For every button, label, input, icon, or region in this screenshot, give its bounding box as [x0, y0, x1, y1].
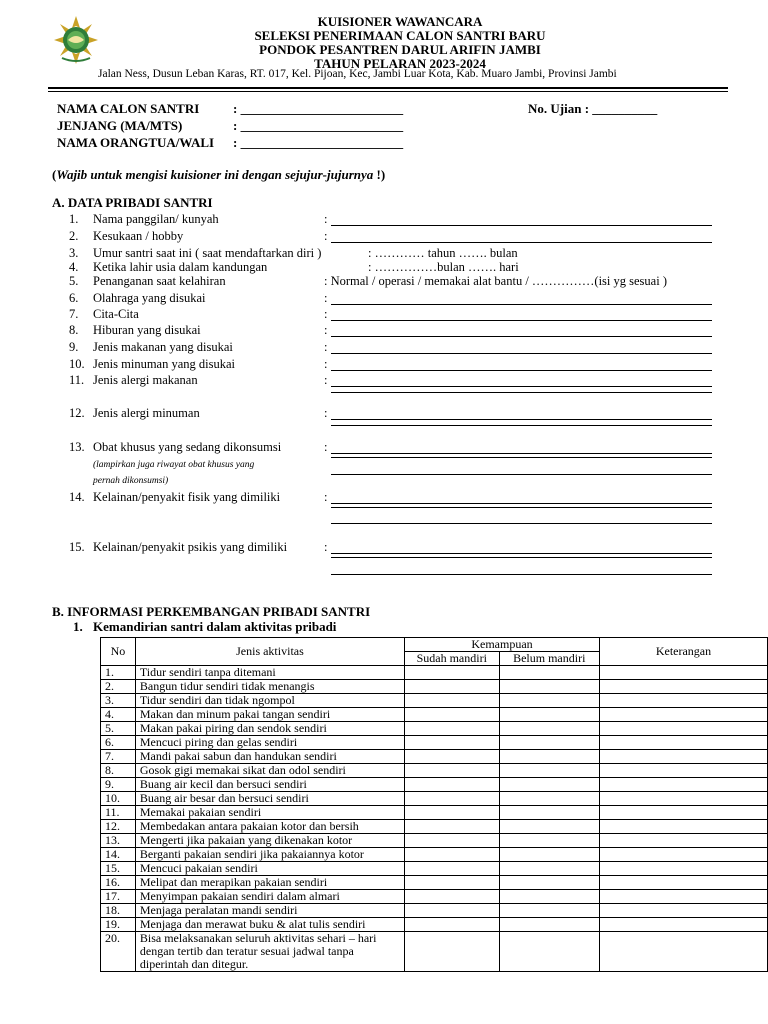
row-activity: Mencuci piring dan gelas sendiri: [135, 736, 404, 750]
item-colon: :: [324, 323, 328, 337]
row-notyet-cell[interactable]: [499, 764, 599, 778]
row-notyet-cell[interactable]: [499, 750, 599, 764]
table-row: [101, 778, 768, 792]
item-number: 15.: [69, 540, 85, 554]
row-activity: Menyimpan pakaian sendiri dalam almari: [135, 890, 404, 904]
row-notyet-cell[interactable]: [499, 890, 599, 904]
row-number: 5.: [101, 722, 136, 736]
row-activity: Bisa melaksanakan seluruh aktivitas sehari – hari dengan tertib dan teratur sesuai jadwal tanpa diperintah dan ditegur.: [135, 932, 404, 972]
item-label: Kelainan/penyakit psikis yang dimiliki: [93, 540, 288, 554]
row-activity: Mencuci pakaian sendiri: [135, 862, 404, 876]
row-note-cell[interactable]: [599, 708, 767, 722]
row-number: 16.: [101, 876, 136, 890]
item-number: 10.: [69, 357, 85, 371]
row-number: 13.: [101, 834, 136, 848]
item-label: Olahraga yang disukai: [93, 291, 206, 305]
row-number: 3.: [101, 694, 136, 708]
item-label: Kelainan/penyakit fisik yang dimiliki: [93, 490, 281, 504]
answer-line[interactable]: [331, 242, 712, 243]
answer-line[interactable]: [331, 457, 712, 458]
row-done-cell[interactable]: [405, 750, 500, 764]
school-logo: [52, 14, 100, 66]
row-notyet-cell[interactable]: [499, 680, 599, 694]
row-number: 11.: [101, 806, 136, 820]
row-done-cell[interactable]: [405, 820, 500, 834]
table-row: [101, 792, 768, 806]
col-activity-header: Jenis aktivitas: [135, 638, 404, 666]
item-number: 8.: [69, 323, 79, 337]
table-row: [101, 876, 768, 890]
section-b-title: B. INFORMASI PERKEMBANGAN PRIBADI SANTRI: [52, 604, 371, 619]
table-row: [101, 834, 768, 848]
row-activity: Tidur sendiri dan tidak ngompol: [135, 694, 404, 708]
row-done-cell[interactable]: [405, 708, 500, 722]
row-notyet-cell[interactable]: [499, 848, 599, 862]
row-notyet-cell[interactable]: [499, 806, 599, 820]
row-note-cell[interactable]: [599, 666, 767, 680]
row-number: 8.: [101, 764, 136, 778]
row-notyet-cell[interactable]: [499, 708, 599, 722]
item13-note-2: pernah dikonsumsi): [93, 476, 169, 486]
table-row: [101, 722, 768, 736]
col-no-header: No: [101, 638, 136, 666]
row-note-cell[interactable]: [599, 862, 767, 876]
row-number: 6.: [101, 736, 136, 750]
row-note-cell[interactable]: [599, 848, 767, 862]
row-note-cell[interactable]: [599, 820, 767, 834]
item-label: Umur santri saat ini ( saat mendaftarkan diri ): [93, 246, 322, 260]
row-activity: Melipat dan merapikan pakaian sendiri: [135, 876, 404, 890]
answer-line[interactable]: [331, 353, 712, 354]
row-done-cell[interactable]: [405, 834, 500, 848]
item-colon: :: [324, 212, 328, 226]
col-ability-header: Kemampuan: [405, 638, 600, 652]
item-value-field[interactable]: : Normal / operasi / memakai alat bantu / ……………(isi yg sesuai ): [324, 274, 667, 288]
row-notyet-cell[interactable]: [499, 722, 599, 736]
answer-line[interactable]: [331, 336, 712, 337]
header-title-2: SELEKSI PENERIMAAN CALON SANTRI BARU: [254, 28, 546, 43]
item-colon: :: [324, 307, 328, 321]
item-label: Cita-Cita: [93, 307, 139, 321]
item-label: Hiburan yang disukai: [93, 323, 201, 337]
row-note-cell[interactable]: [599, 722, 767, 736]
row-note-cell[interactable]: [599, 806, 767, 820]
sub-section-title: Kemandirian santri dalam aktivitas pribadi: [93, 619, 337, 634]
row-done-cell[interactable]: [405, 806, 500, 820]
item-colon: :: [324, 340, 328, 354]
row-note-cell[interactable]: [599, 876, 767, 890]
header-title-4: TAHUN PELARAN 2023-2024: [314, 56, 486, 71]
item-number: 1.: [69, 212, 79, 226]
col-done-header: Sudah mandiri: [405, 652, 500, 666]
name-label: NAMA CALON SANTRI: [57, 101, 200, 116]
item-number: 14.: [69, 490, 85, 504]
item-colon: :: [324, 357, 328, 371]
row-note-cell[interactable]: [599, 778, 767, 792]
row-done-cell[interactable]: [405, 932, 500, 972]
row-activity: Makan pakai piring dan sendok sendiri: [135, 722, 404, 736]
item-number: 13.: [69, 440, 85, 454]
row-done-cell[interactable]: [405, 904, 500, 918]
row-done-cell[interactable]: [405, 764, 500, 778]
row-done-cell[interactable]: [405, 722, 500, 736]
header-title-1: KUISIONER WAWANCARA: [317, 14, 483, 29]
item-number: 2.: [69, 229, 79, 243]
answer-line[interactable]: [331, 574, 712, 575]
item-colon: :: [324, 406, 328, 420]
answer-line[interactable]: [331, 453, 712, 454]
row-number: 20.: [101, 932, 136, 972]
table-row: [101, 932, 768, 972]
item-label: Obat khusus yang sedang dikonsumsi: [93, 440, 282, 454]
row-number: 9.: [101, 778, 136, 792]
parent-field[interactable]: : _________________________: [233, 135, 404, 150]
row-activity: Memakai pakaian sendiri: [135, 806, 404, 820]
item-value-field[interactable]: : ……………bulan ……. hari: [368, 260, 519, 274]
item-label: Penanganan saat kelahiran: [93, 274, 226, 288]
item-label: Ketika lahir usia dalam kandungan: [93, 260, 268, 274]
item-colon: :: [324, 440, 328, 454]
row-number: 12.: [101, 820, 136, 834]
row-notyet-cell[interactable]: [499, 904, 599, 918]
row-note-cell[interactable]: [599, 904, 767, 918]
item-colon: :: [324, 229, 328, 243]
answer-line[interactable]: [331, 370, 712, 371]
item-colon: :: [324, 291, 328, 305]
row-number: 15.: [101, 862, 136, 876]
item-label: Jenis minuman yang disukai: [93, 357, 235, 371]
answer-line[interactable]: [331, 553, 712, 554]
row-activity: Membedakan antara pakaian kotor dan bersih: [135, 820, 404, 834]
row-done-cell[interactable]: [405, 736, 500, 750]
header-divider-thin: [48, 91, 728, 92]
row-note-cell[interactable]: [599, 694, 767, 708]
row-notyet-cell[interactable]: [499, 736, 599, 750]
answer-line[interactable]: [331, 507, 712, 508]
item-label: Nama panggilan/ kunyah: [93, 212, 219, 226]
row-notyet-cell[interactable]: [499, 932, 599, 972]
table-row: [101, 862, 768, 876]
item-label: Jenis alergi makanan: [93, 373, 198, 387]
row-notyet-cell[interactable]: [499, 778, 599, 792]
answer-line[interactable]: [331, 523, 712, 524]
row-activity: Menjaga peralatan mandi sendiri: [135, 904, 404, 918]
row-done-cell[interactable]: [405, 778, 500, 792]
row-number: 19.: [101, 918, 136, 932]
row-done-cell[interactable]: [405, 694, 500, 708]
item-number: 7.: [69, 307, 79, 321]
table-row: [101, 806, 768, 820]
independence-table: [100, 637, 768, 972]
row-number: 10.: [101, 792, 136, 806]
row-activity: Tidur sendiri tanpa ditemani: [135, 666, 404, 680]
table-row: [101, 680, 768, 694]
name-field[interactable]: : _________________________: [233, 101, 404, 116]
row-number: 1.: [101, 666, 136, 680]
row-done-cell[interactable]: [405, 680, 500, 694]
row-done-cell[interactable]: [405, 862, 500, 876]
row-done-cell[interactable]: [405, 848, 500, 862]
row-notyet-cell[interactable]: [499, 666, 599, 680]
row-note-cell[interactable]: [599, 890, 767, 904]
row-activity: Mandi pakai sabun dan handukan sendiri: [135, 750, 404, 764]
item-colon: :: [324, 373, 328, 387]
row-note-cell[interactable]: [599, 918, 767, 932]
table-row: [101, 890, 768, 904]
header-title-3: PONDOK PESANTREN DARUL ARIFIN JAMBI: [259, 42, 541, 57]
item13-note-1: (lampirkan juga riwayat obat khusus yang: [93, 460, 255, 470]
row-number: 4.: [101, 708, 136, 722]
answer-line[interactable]: [331, 392, 712, 393]
exam-number-field[interactable]: No. Ujian : __________: [528, 101, 658, 116]
row-note-cell[interactable]: [599, 680, 767, 694]
row-notyet-cell[interactable]: [499, 918, 599, 932]
item-colon: :: [324, 490, 328, 504]
item-number: 4.: [69, 260, 79, 274]
col-note-header: Keterangan: [599, 638, 767, 666]
row-activity: Menjaga dan merawat buku & alat tulis sendiri: [135, 918, 404, 932]
section-a-title: A. DATA PRIBADI SANTRI: [52, 195, 213, 210]
row-notyet-cell[interactable]: [499, 834, 599, 848]
item-number: 6.: [69, 291, 79, 305]
row-number: 17.: [101, 890, 136, 904]
item-label: Jenis makanan yang disukai: [93, 340, 233, 354]
row-note-cell[interactable]: [599, 750, 767, 764]
level-field[interactable]: : _________________________: [233, 118, 404, 133]
row-notyet-cell[interactable]: [499, 820, 599, 834]
row-note-cell[interactable]: [599, 834, 767, 848]
row-done-cell[interactable]: [405, 666, 500, 680]
item-value-field[interactable]: : ………… tahun ……. bulan: [368, 246, 518, 260]
answer-line[interactable]: [331, 386, 712, 387]
answer-line[interactable]: [331, 225, 712, 226]
row-activity: Berganti pakaian sendiri jika pakaiannya kotor: [135, 848, 404, 862]
row-note-cell[interactable]: [599, 792, 767, 806]
row-note-cell[interactable]: [599, 932, 767, 972]
row-activity: Bangun tidur sendiri tidak menangis: [135, 680, 404, 694]
table-row: [101, 666, 768, 680]
row-number: 18.: [101, 904, 136, 918]
table-row: [101, 708, 768, 722]
row-notyet-cell[interactable]: [499, 876, 599, 890]
row-notyet-cell[interactable]: [499, 862, 599, 876]
parent-label: NAMA ORANGTUA/WALI: [57, 135, 215, 150]
row-done-cell[interactable]: [405, 890, 500, 904]
item-number: 11.: [69, 373, 85, 387]
item-colon: :: [324, 540, 328, 554]
table-row: [101, 918, 768, 932]
level-label: JENJANG (MA/MTS): [57, 118, 183, 133]
item-number: 12.: [69, 406, 85, 420]
row-notyet-cell[interactable]: [499, 694, 599, 708]
row-notyet-cell[interactable]: [499, 792, 599, 806]
row-number: 14.: [101, 848, 136, 862]
answer-line[interactable]: [331, 304, 712, 305]
row-done-cell[interactable]: [405, 792, 500, 806]
row-done-cell[interactable]: [405, 918, 500, 932]
answer-line[interactable]: [331, 320, 712, 321]
table-row: [101, 764, 768, 778]
item-label: Jenis alergi minuman: [93, 406, 200, 420]
row-note-cell[interactable]: [599, 736, 767, 750]
item-label: Kesukaan / hobby: [93, 229, 184, 243]
table-row: [101, 848, 768, 862]
answer-line[interactable]: [331, 419, 712, 420]
item-number: 5.: [69, 274, 79, 288]
table-row: [101, 904, 768, 918]
row-activity: Mengerti jika pakaian yang dikenakan kotor: [135, 834, 404, 848]
row-done-cell[interactable]: [405, 876, 500, 890]
row-number: 2.: [101, 680, 136, 694]
item-number: 3.: [69, 246, 79, 260]
row-activity: Buang air besar dan bersuci sendiri: [135, 792, 404, 806]
row-activity: Gosok gigi memakai sikat dan odol sendiri: [135, 764, 404, 778]
answer-line[interactable]: [331, 474, 712, 475]
row-number: 7.: [101, 750, 136, 764]
header-address: Jalan Ness, Dusun Leban Karas, RT. 017, Kel. Pijoan, Kec, Jambi Luar Kota, Kab. Muaro Jambi, Provinsi Jambi: [98, 68, 617, 80]
table-row: [101, 736, 768, 750]
table-row: [101, 694, 768, 708]
item-number: 9.: [69, 340, 79, 354]
answer-line[interactable]: [331, 425, 712, 426]
row-activity: Makan dan minum pakai tangan sendiri: [135, 708, 404, 722]
row-note-cell[interactable]: [599, 764, 767, 778]
sub-section-number: 1.: [73, 619, 83, 634]
answer-line[interactable]: [331, 557, 712, 558]
answer-line[interactable]: [331, 503, 712, 504]
header-divider: [48, 87, 728, 89]
instruction-note: (Wajib untuk mengisi kuisioner ini dengan sejujur-jujurnya !): [52, 167, 386, 182]
col-notyet-header: Belum mandiri: [499, 652, 599, 666]
table-row: [101, 820, 768, 834]
table-row: [101, 750, 768, 764]
row-activity: Buang air kecil dan bersuci sendiri: [135, 778, 404, 792]
